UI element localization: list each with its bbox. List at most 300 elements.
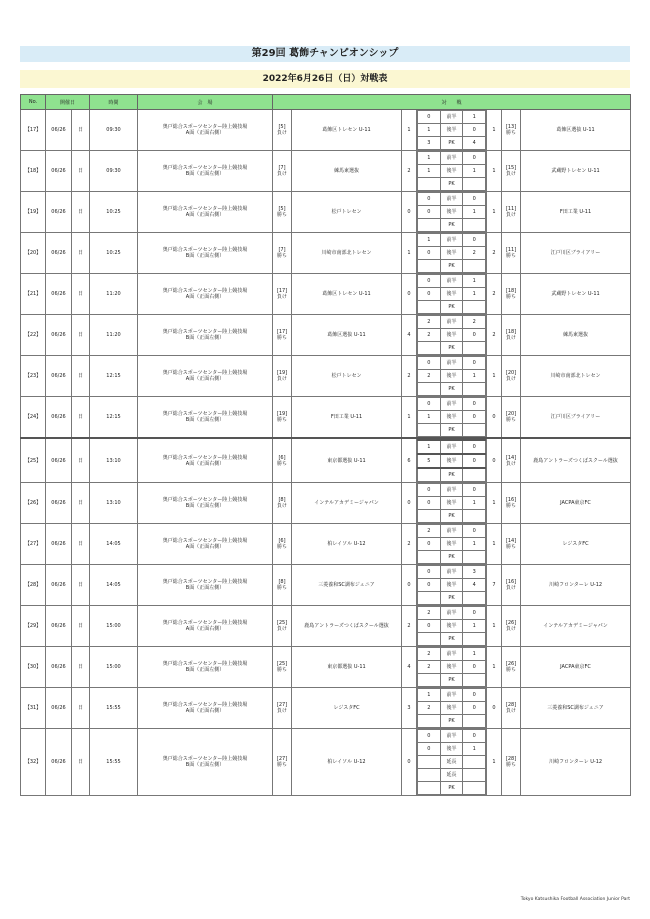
right-team: 川崎フロンターレ U-12 [521, 729, 631, 796]
venue-name: 奥戸総合スポーツセンター陸上競技場 [162, 206, 248, 212]
half-right-score: 1 [463, 648, 486, 661]
half-left-score: 1 [418, 152, 441, 165]
table-row [21, 483, 631, 524]
match-date: 06/26 [46, 274, 72, 315]
footer: Tokyo Katsushika Football Association Junior Part [520, 897, 630, 902]
match-time: 15:55 [90, 688, 138, 729]
half-left-score: 2 [418, 370, 441, 383]
left-total: 2 [402, 356, 417, 397]
pk-right-score [463, 383, 486, 396]
right-seed: [28] [505, 702, 517, 708]
left-result: 勝ち [277, 762, 288, 768]
left-seed: [6] [278, 454, 286, 461]
pk-label: PK [440, 633, 463, 646]
left-seed: [19] [276, 370, 288, 376]
right-team: 川崎市南部北トレセン [521, 356, 631, 397]
match-time: 10:25 [90, 233, 138, 274]
match-date: 06/26 [46, 606, 72, 647]
half-right-score: 4 [463, 579, 486, 592]
schedule-table [20, 94, 631, 796]
left-total: 3 [402, 688, 417, 729]
pk-label: PK [440, 715, 463, 728]
right-team: レジスタFC [521, 524, 631, 565]
pk-right-score [463, 424, 486, 437]
right-total: 1 [487, 110, 502, 151]
match-no: 【30】 [21, 647, 46, 688]
table-row [21, 274, 631, 315]
left-total: 1 [402, 233, 417, 274]
score-detail-cell [417, 110, 487, 151]
left-seed: [17] [276, 288, 288, 294]
half-right-score: 0 [463, 329, 486, 342]
match-time: 14:05 [90, 524, 138, 565]
score-detail [417, 315, 486, 355]
second-half-label: 後半 [440, 329, 463, 342]
match-time: 09:30 [90, 151, 138, 192]
venue-field: A面（正面右側） [185, 294, 225, 300]
right-team: 武蔵野トレセン U-11 [521, 151, 631, 192]
col-no: No. [21, 95, 46, 110]
left-seed-cell [273, 438, 292, 483]
venue-cell [138, 483, 273, 524]
venue-cell [138, 192, 273, 233]
pk-right-score [463, 178, 486, 191]
pk-right-score [463, 715, 486, 728]
right-result: 負け [506, 376, 517, 382]
left-team: 柏レイソル U-12 [292, 524, 402, 565]
right-total: 2 [487, 315, 502, 356]
score-detail [417, 439, 486, 482]
left-total: 2 [402, 606, 417, 647]
half-left-score: 2 [418, 702, 441, 715]
left-result: 勝ち [277, 335, 288, 341]
venue-name: 奥戸総合スポーツセンター陸上競技場 [162, 370, 248, 376]
match-time: 11:20 [90, 274, 138, 315]
venue-name: 奥戸総合スポーツセンター陸上競技場 [162, 124, 248, 130]
right-seed: [26] [505, 661, 517, 667]
venue-field: B面（正面左側） [185, 417, 225, 423]
pk-right-score [463, 510, 486, 523]
score-detail-cell [417, 606, 487, 647]
match-day: 日 [72, 606, 90, 647]
half-right-score: 0 [463, 607, 486, 620]
right-seed: [11] [505, 247, 517, 253]
right-total: 2 [487, 233, 502, 274]
venue-field: B面（正面左側） [185, 503, 225, 509]
col-match: 対 戦 [273, 95, 631, 110]
pk-right-score [463, 260, 486, 273]
table-row [21, 729, 631, 796]
score-detail [417, 606, 486, 646]
right-total: 2 [487, 274, 502, 315]
half-right-score: 1 [463, 620, 486, 633]
pk-label: PK [440, 383, 463, 396]
half-right-score: 1 [463, 165, 486, 178]
second-half-label: 後半 [440, 538, 463, 551]
table-row [21, 606, 631, 647]
table-row [21, 565, 631, 606]
score-detail-cell [417, 151, 487, 192]
left-result: 勝ち [277, 212, 288, 218]
venue-name: 奥戸総合スポーツセンター陸上競技場 [162, 661, 248, 667]
score-detail-cell [417, 565, 487, 606]
match-day: 日 [72, 110, 90, 151]
left-total: 0 [402, 192, 417, 233]
venue-cell [138, 688, 273, 729]
match-time: 13:10 [90, 483, 138, 524]
right-total: 1 [487, 524, 502, 565]
left-seed: [7] [278, 247, 286, 253]
right-team: 江戸川区ブライアリー [521, 397, 631, 439]
right-seed-cell [502, 647, 521, 688]
pk-label: PK [440, 468, 463, 482]
right-seed-cell [502, 729, 521, 796]
left-team: 葛飾区選抜 U-11 [292, 315, 402, 356]
right-team: 三菱養和SC調布ジュニア [521, 688, 631, 729]
right-team: 練馬東選抜 [521, 315, 631, 356]
table-row [21, 397, 631, 439]
right-result: 負け [506, 708, 517, 714]
venue-name: 奥戸総合スポーツセンター陸上競技場 [162, 329, 248, 335]
match-day: 日 [72, 192, 90, 233]
match-no: 【18】 [21, 151, 46, 192]
score-detail-cell [417, 192, 487, 233]
half-left-score: 2 [418, 648, 441, 661]
half-left-score: 2 [418, 607, 441, 620]
half-left-score: 1 [418, 411, 441, 424]
match-time: 12:15 [90, 397, 138, 439]
left-seed-cell [273, 483, 292, 524]
half-right-score: 0 [463, 193, 486, 206]
left-team: 東京都選抜 U-11 [292, 647, 402, 688]
half-left-score: 0 [418, 497, 441, 510]
half-left-score: 0 [418, 398, 441, 411]
match-date: 06/26 [46, 524, 72, 565]
half-left-score: 0 [418, 566, 441, 579]
half-left-score: 0 [418, 538, 441, 551]
match-no: 【29】 [21, 606, 46, 647]
half-right-score: 1 [463, 206, 486, 219]
right-result: 負け [506, 626, 517, 632]
score-detail [417, 110, 486, 150]
second-half-label: 後半 [440, 661, 463, 674]
right-result: 負け [506, 212, 517, 218]
venue-cell [138, 397, 273, 439]
half-right-score: 2 [463, 316, 486, 329]
left-team: 葛飾区トレセン U-11 [292, 110, 402, 151]
pk-left-score [418, 301, 441, 314]
left-seed-cell [273, 192, 292, 233]
match-date: 06/26 [46, 729, 72, 796]
right-result: 負け [506, 335, 517, 341]
left-seed: [19] [276, 411, 288, 417]
left-team: 練馬東選抜 [292, 151, 402, 192]
match-day: 日 [72, 729, 90, 796]
half-left-score: 0 [418, 111, 441, 124]
right-seed-cell [502, 192, 521, 233]
right-result: 勝ち [506, 503, 517, 509]
right-total: 0 [487, 688, 502, 729]
half-right-score: 1 [463, 497, 486, 510]
half-left-score: 0 [418, 247, 441, 260]
half-right-score: 0 [463, 124, 486, 137]
right-seed-cell [502, 397, 521, 439]
half-left-score: 2 [418, 329, 441, 342]
pk-label: PK [440, 782, 463, 795]
first-half-label: 前半 [440, 484, 463, 497]
left-total: 6 [402, 438, 417, 483]
table-row [21, 192, 631, 233]
match-day: 日 [72, 356, 90, 397]
second-half-label: 後半 [440, 247, 463, 260]
match-date: 06/26 [46, 647, 72, 688]
right-team: 武蔵野トレセン U-11 [521, 274, 631, 315]
right-team: 葛飾区選抜 U-11 [521, 110, 631, 151]
left-total: 0 [402, 483, 417, 524]
pk-left-score [418, 178, 441, 191]
half-left-score: 0 [418, 730, 441, 743]
right-team: F田工業 U-11 [521, 192, 631, 233]
venue-cell [138, 438, 273, 483]
half-right-score: 1 [463, 370, 486, 383]
right-seed-cell [502, 483, 521, 524]
score-detail-cell [417, 524, 487, 565]
second-half-label: 後半 [440, 620, 463, 633]
first-half-label: 前半 [440, 648, 463, 661]
left-team: 東京都選抜 U-11 [292, 438, 402, 483]
venue-name: 奥戸総合スポーツセンター陸上競技場 [162, 579, 248, 585]
venue-cell [138, 274, 273, 315]
pk-label: PK [440, 592, 463, 605]
match-no: 【27】 [21, 524, 46, 565]
match-day: 日 [72, 438, 90, 483]
left-seed: [25] [276, 620, 288, 626]
left-total: 2 [402, 524, 417, 565]
score-detail [417, 397, 486, 437]
venue-cell [138, 524, 273, 565]
half-left-score: 0 [418, 288, 441, 301]
right-result: 負け [506, 585, 517, 591]
table-row [21, 110, 631, 151]
venue-name: 奥戸総合スポーツセンター陸上競技場 [162, 497, 248, 503]
right-seed: [28] [505, 756, 517, 762]
right-result: 勝ち [506, 253, 517, 259]
venue-field: B面（正面左側） [185, 762, 225, 768]
pk-right-score [463, 551, 486, 564]
half-right-score: 0 [463, 454, 486, 468]
left-total: 4 [402, 647, 417, 688]
pk-left-score [418, 715, 441, 728]
venue-name: 奥戸総合スポーツセンター陸上競技場 [162, 454, 248, 461]
venue-field: B面（正面左側） [185, 335, 225, 341]
right-result: 勝ち [506, 544, 517, 550]
left-seed-cell [273, 356, 292, 397]
table-row [21, 688, 631, 729]
half-left-score: 1 [418, 124, 441, 137]
score-detail-cell [417, 438, 487, 483]
match-time: 12:15 [90, 356, 138, 397]
score-detail [417, 356, 486, 396]
right-result: 勝ち [506, 294, 517, 300]
half-right-score: 0 [463, 689, 486, 702]
left-total: 1 [402, 110, 417, 151]
table-row [21, 356, 631, 397]
first-half-label: 前半 [440, 689, 463, 702]
pk-label: PK [440, 301, 463, 314]
right-total: 1 [487, 356, 502, 397]
right-seed-cell [502, 438, 521, 483]
venue-field: A面（正面右側） [185, 708, 225, 714]
first-half-label: 前半 [440, 730, 463, 743]
match-time: 10:25 [90, 192, 138, 233]
table-row [21, 315, 631, 356]
venue-name: 奥戸総合スポーツセンター陸上競技場 [162, 288, 248, 294]
score-detail-cell [417, 356, 487, 397]
score-detail [417, 151, 486, 191]
venue-field: A面（正面右側） [185, 376, 225, 382]
pk-left-score [418, 219, 441, 232]
left-result: 負け [277, 130, 288, 136]
half-right-score: 0 [463, 702, 486, 715]
second-half-label: 後半 [440, 702, 463, 715]
right-total: 1 [487, 606, 502, 647]
right-total: 1 [487, 647, 502, 688]
first-half-label: 前半 [440, 566, 463, 579]
score-detail-cell [417, 483, 487, 524]
left-seed-cell [273, 524, 292, 565]
score-detail [417, 688, 486, 728]
right-seed: [18] [505, 329, 517, 335]
second-half-label: 後半 [440, 743, 463, 756]
match-date: 06/26 [46, 565, 72, 606]
match-day: 日 [72, 565, 90, 606]
right-seed-cell [502, 606, 521, 647]
right-seed-cell [502, 524, 521, 565]
venue-field: A面（正面右側） [185, 626, 225, 632]
half-right-score: 1 [463, 743, 486, 756]
pk-left-score [418, 551, 441, 564]
right-seed-cell [502, 110, 521, 151]
venue-field: B面（正面左側） [185, 585, 225, 591]
half-right-score: 0 [463, 440, 486, 454]
left-total: 1 [402, 397, 417, 439]
right-seed-cell [502, 274, 521, 315]
pk-left-score [418, 633, 441, 646]
match-no: 【23】 [21, 356, 46, 397]
half-left-score: 1 [418, 234, 441, 247]
left-seed: [8] [278, 579, 286, 585]
left-result: 負け [277, 376, 288, 382]
col-venue: 会 場 [138, 95, 273, 110]
first-half-label: 前半 [440, 316, 463, 329]
pk-label: PK [440, 219, 463, 232]
score-detail-cell [417, 397, 487, 439]
half-left-score: 2 [418, 525, 441, 538]
pk-label: PK [440, 260, 463, 273]
match-day: 日 [72, 524, 90, 565]
right-total: 1 [487, 151, 502, 192]
left-seed: [17] [276, 329, 288, 335]
right-total: 7 [487, 565, 502, 606]
pk-label: PK [440, 424, 463, 437]
half-left-score: 2 [418, 316, 441, 329]
left-seed: [6] [278, 538, 286, 544]
score-detail-cell [417, 688, 487, 729]
first-half-label: 前半 [440, 234, 463, 247]
venue-cell [138, 606, 273, 647]
match-time: 13:10 [90, 438, 138, 483]
venue-name: 奥戸総合スポーツセンター陸上競技場 [162, 538, 248, 544]
right-total: 1 [487, 192, 502, 233]
pk-left-score [418, 674, 441, 687]
pk-left-score [418, 424, 441, 437]
pk-right-score [463, 301, 486, 314]
venue-field: A面（正面右側） [185, 130, 225, 136]
left-team: F田工業 U-11 [292, 397, 402, 439]
venue-field: A面（正面右側） [185, 544, 225, 550]
pk-right-score [463, 592, 486, 605]
left-result: 勝ち [277, 253, 288, 259]
left-result: 負け [277, 708, 288, 714]
left-team: 鹿島アントラーズつくばスクール選抜 [292, 606, 402, 647]
venue-cell [138, 315, 273, 356]
pk-left-score: 3 [418, 137, 441, 150]
venue-name: 奥戸総合スポーツセンター陸上競技場 [162, 756, 248, 762]
left-team: 松戸トレセン [292, 356, 402, 397]
match-no: 【17】 [21, 110, 46, 151]
left-seed: [25] [276, 661, 288, 667]
right-result: 勝ち [506, 130, 517, 136]
pk-label: PK [440, 551, 463, 564]
left-seed-cell [273, 315, 292, 356]
right-team: 江戸川区ブライアリー [521, 233, 631, 274]
half-left-score: 2 [418, 661, 441, 674]
match-time: 15:00 [90, 647, 138, 688]
match-date: 06/26 [46, 356, 72, 397]
left-team: 川崎市南部北トレセン [292, 233, 402, 274]
second-half-label: 後半 [440, 497, 463, 510]
left-total: 0 [402, 565, 417, 606]
second-half-label: 後半 [440, 288, 463, 301]
left-team: インテルアカデミージャパン [292, 483, 402, 524]
left-seed-cell [273, 274, 292, 315]
pk-left-score [418, 342, 441, 355]
right-total: 0 [487, 438, 502, 483]
right-seed-cell [502, 356, 521, 397]
match-date: 06/26 [46, 192, 72, 233]
match-date: 06/26 [46, 688, 72, 729]
venue-field: A面（正面右側） [185, 460, 225, 467]
right-seed: [13] [505, 124, 517, 130]
right-result: 勝ち [506, 762, 517, 768]
left-team: 松戸トレセン [292, 192, 402, 233]
right-team: 鹿島アントラーズつくばスクール選抜 [521, 438, 631, 483]
match-no: 【24】 [21, 397, 46, 439]
half-left-score: 0 [418, 206, 441, 219]
table-row [21, 524, 631, 565]
page-title: 第29回 葛飾チャンピオンシップ [20, 46, 630, 62]
left-seed-cell [273, 397, 292, 439]
half-right-score: 1 [463, 275, 486, 288]
venue-field: B面（正面左側） [185, 253, 225, 259]
venue-name: 奥戸総合スポーツセンター陸上競技場 [162, 411, 248, 417]
match-date: 06/26 [46, 397, 72, 439]
left-seed: [27] [276, 756, 288, 762]
half-left-score: 0 [418, 620, 441, 633]
match-no: 【20】 [21, 233, 46, 274]
left-total: 0 [402, 274, 417, 315]
right-result: 勝ち [506, 667, 517, 673]
